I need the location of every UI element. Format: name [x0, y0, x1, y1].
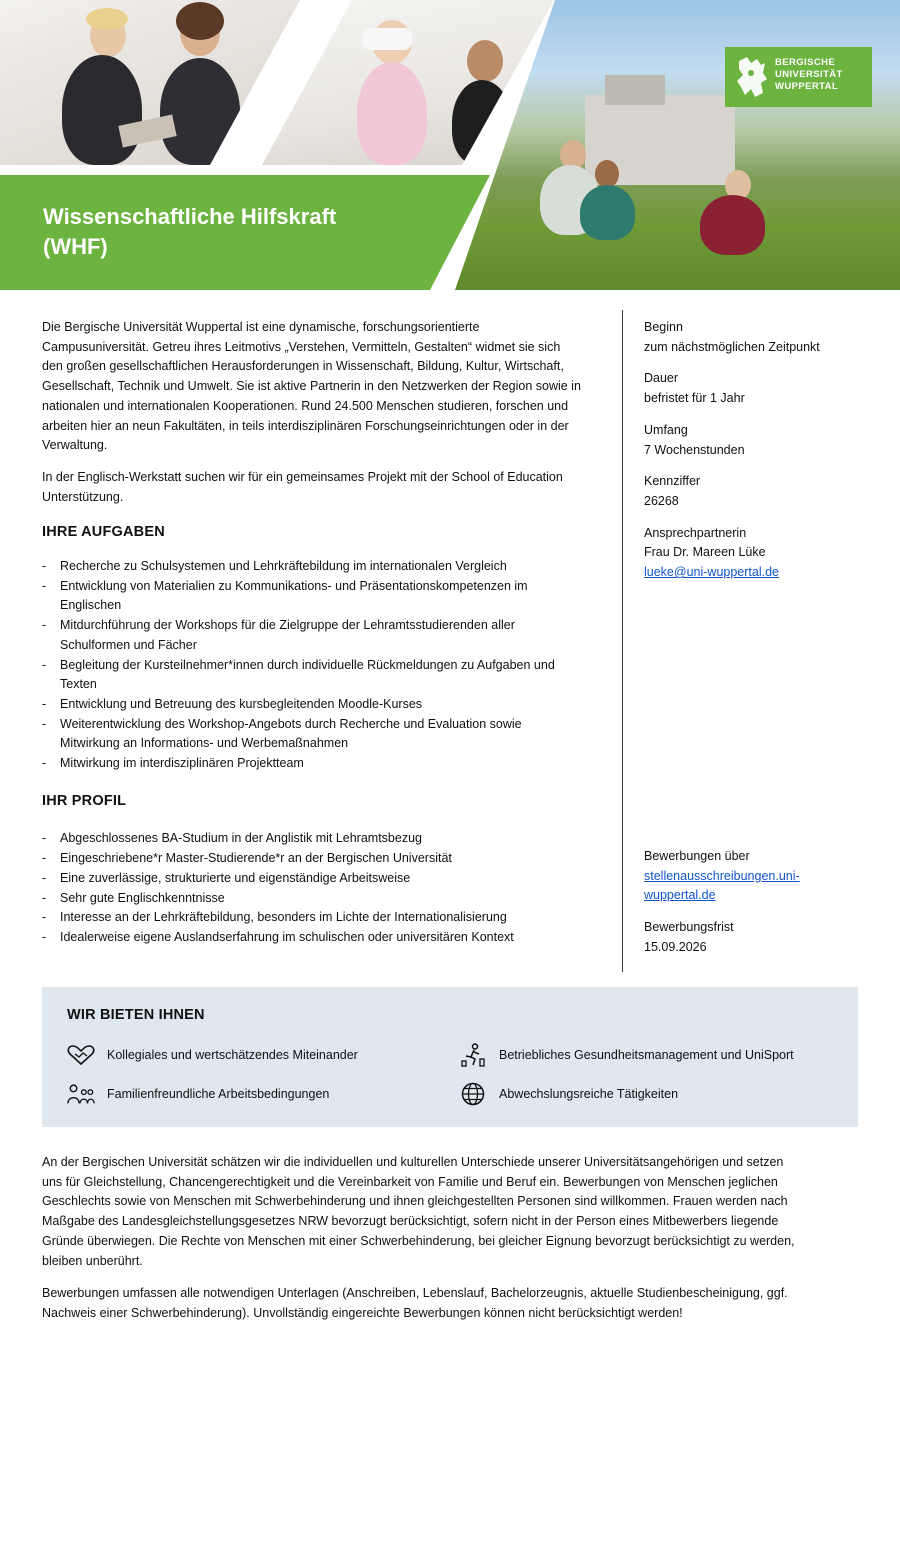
task-item: - Entwicklung von Materialien zu Kommunikations- und Präsentationskompetenzen im Englischen — [42, 577, 582, 616]
apply-label: Bewerbungen über — [644, 849, 750, 863]
application-sidebar — [644, 847, 884, 970]
profile-item: - Sehr gute Englischkenntnisse — [42, 889, 582, 909]
task-item: - Weiterentwicklung des Workshop-Angebots durch Recherche und Evaluation sowie Mitwirkung an Informations- und Werbemaßnahmen — [42, 715, 582, 754]
intro-paragraph-2: In der Englisch-Werkstatt suchen wir für ein gemeinsames Projekt mit der School of Education Unterstützung. — [42, 469, 563, 504]
university-logo — [725, 47, 872, 107]
tasks-list — [42, 557, 582, 774]
start-label: Beginn — [644, 320, 683, 334]
profile-item: - Eine zuverlässige, strukturierte und eigenständige Arbeitsweise — [42, 869, 582, 889]
application-requirements: Bewerbungen umfassen alle notwendigen Unterlagen (Anschreiben, Lebenslauf, Bachelorzeugnis, aktuelle Studienbescheinigung, ggf. Nachweis einer Schwerbehinderung). Unvollständig eingereichte Bewerbungen können nicht berücksichtigt werden! — [42, 1286, 788, 1320]
header-banner — [0, 0, 900, 290]
contact-name: Frau Dr. Mareen Lüke — [644, 545, 766, 560]
apply-link-line1: stellenausschreibungen.uni- — [644, 868, 800, 883]
benefit-label: Familienfreundliche Arbeitsbedingungen — [107, 1087, 330, 1101]
start-value: zum nächstmöglichen Zeitpunkt — [644, 339, 820, 354]
intro-paragraph-1: Die Bergische Universität Wuppertal ist eine dynamische, forschungsorientierte Campusuniversität. Getreu ihres Leitmotivs „Verstehen, Vermitteln, Gestalten“ widmet sie sich den großen gesellschaftlichen Herausforderungen in Wissenschaft, Bildung, Kultur, Wirtschaft, Gesellschaft, Technik und Umwelt. Sie ist aktive Partnerin in den Netzwerken der Region sowie in nationalen und internationalen Kooperationen. Rund 24.500 Menschen studieren, forschen und arbeiten hier an neun Fakultäten, in teils interdisziplinären Forschungseinrichtungen oder in der Verwaltung. — [42, 320, 581, 453]
job-title-line2: (WHF) — [43, 234, 108, 259]
benefit-item — [67, 1043, 358, 1067]
duration-value: befristet für 1 Jahr — [644, 391, 745, 406]
duration-block — [644, 369, 884, 408]
profile-item: - Idealerweise eigene Auslandserfahrung im schulischen oder universitären Kontext — [42, 928, 582, 948]
apply-block — [644, 847, 884, 906]
task-item: - Mitwirkung im interdisziplinären Projektteam — [42, 754, 582, 774]
profile-item: - Eingeschriebene*r Master-Studierende*r an der Bergischen Universität — [42, 849, 582, 869]
benefit-label: Kollegiales und wertschätzendes Miteinander — [107, 1048, 358, 1062]
deadline-block — [644, 918, 884, 957]
task-item: - Mitdurchführung der Workshops für die Zielgruppe der Lehramtsstudierenden aller Schulformen und Fächer — [42, 616, 582, 655]
handshake-heart-icon — [67, 1043, 95, 1067]
benefit-item — [67, 1082, 329, 1106]
job-title-line1: Wissenschaftliche Hilfskraft — [43, 204, 337, 229]
deadline-value: 15.09.2026 — [644, 939, 707, 954]
logo-line1: BERGISCHE — [775, 57, 836, 68]
benefits-heading: WIR BIETEN IHNEN — [67, 1007, 205, 1023]
profile-item: - Abgeschlossenes BA-Studium in der Anglistik mit Lehramtsbezug — [42, 829, 582, 849]
contact-label: Ansprechpartnerin — [644, 525, 747, 540]
benefit-label: Betriebliches Gesundheitsmanagement und UniSport — [499, 1048, 794, 1062]
globe-icon — [459, 1082, 487, 1106]
main-content — [42, 318, 582, 948]
contact-email-link[interactable]: lueke@uni-wuppertal.de — [644, 565, 779, 580]
equality-statement: An der Bergischen Universität schätzen wir die individuellen und kulturellen Unterschiede unserer Universitätsangehörigen und setzen uns für Gleichstellung, Chancengerechtigkeit und die Vereinbarkeit von Familie und Beruf ein. Bewerbungen von Menschen jeglichen Geschlechts sowie von Menschen mit Schwerbehinderung und ihnen gleichgestellten Personen sind willkommen. Frauen werden nach Maßgabe des Landesgleichstellungsgesetzes NRW bevorzugt berücksichtigt, sofern nicht in der Person eines Mitbewerbers liegende Gründe überwiegen. Die Rechte von Menschen mit einer Schwerbehinderung, bei gleicher Eignung bevorzugt berücksichtigt zu werden, bleiben unberührt. — [42, 1155, 795, 1268]
task-item: - Entwicklung und Betreuung des kursbegleitenden Moodle-Kurses — [42, 695, 582, 715]
benefits-box — [42, 987, 858, 1127]
profile-list — [42, 829, 582, 947]
reference-block — [644, 472, 884, 511]
logo-line2: UNIVERSITÄT — [775, 69, 843, 80]
task-item: - Recherche zu Schulsystemen und Lehrkräftebildung im internationalen Vergleich — [42, 557, 582, 577]
benefit-item — [459, 1043, 794, 1067]
reference-value: 26268 — [644, 493, 679, 508]
lion-emblem-icon — [735, 55, 769, 99]
fitness-icon — [459, 1043, 487, 1067]
footer-text — [42, 1153, 802, 1337]
profile-item: - Interesse an der Lehrkräftebildung, besonders im Lichte der Internationalisierung — [42, 908, 582, 928]
start-block — [644, 318, 884, 357]
benefit-label: Abwechslungsreiche Tätigkeiten — [499, 1087, 679, 1101]
job-title — [43, 202, 443, 262]
sidebar-divider — [622, 310, 623, 972]
scope-value: 7 Wochenstunden — [644, 442, 745, 457]
apply-link-line2: wuppertal.de — [644, 888, 716, 903]
photo-two-women-with-brochure — [0, 0, 300, 165]
logo-line3: WUPPERTAL — [775, 81, 839, 92]
tasks-heading: IHRE AUFGABEN — [42, 524, 165, 541]
duration-label: Dauer — [644, 371, 679, 386]
task-item: - Begleitung der Kursteilnehmer*innen durch individuelle Rückmeldungen zu Aufgaben und Texten — [42, 656, 582, 695]
logo-text — [775, 57, 843, 93]
reference-label: Kennziffer — [644, 474, 701, 489]
job-details-sidebar — [644, 318, 884, 595]
profile-heading: IHR PROFIL — [42, 792, 127, 809]
deadline-label: Bewerbungsfrist — [644, 920, 734, 935]
scope-block — [644, 421, 884, 460]
benefit-item — [459, 1082, 678, 1106]
family-icon — [67, 1082, 95, 1106]
contact-block — [644, 524, 884, 583]
scope-label: Umfang — [644, 422, 688, 437]
apply-link[interactable] — [644, 867, 884, 906]
